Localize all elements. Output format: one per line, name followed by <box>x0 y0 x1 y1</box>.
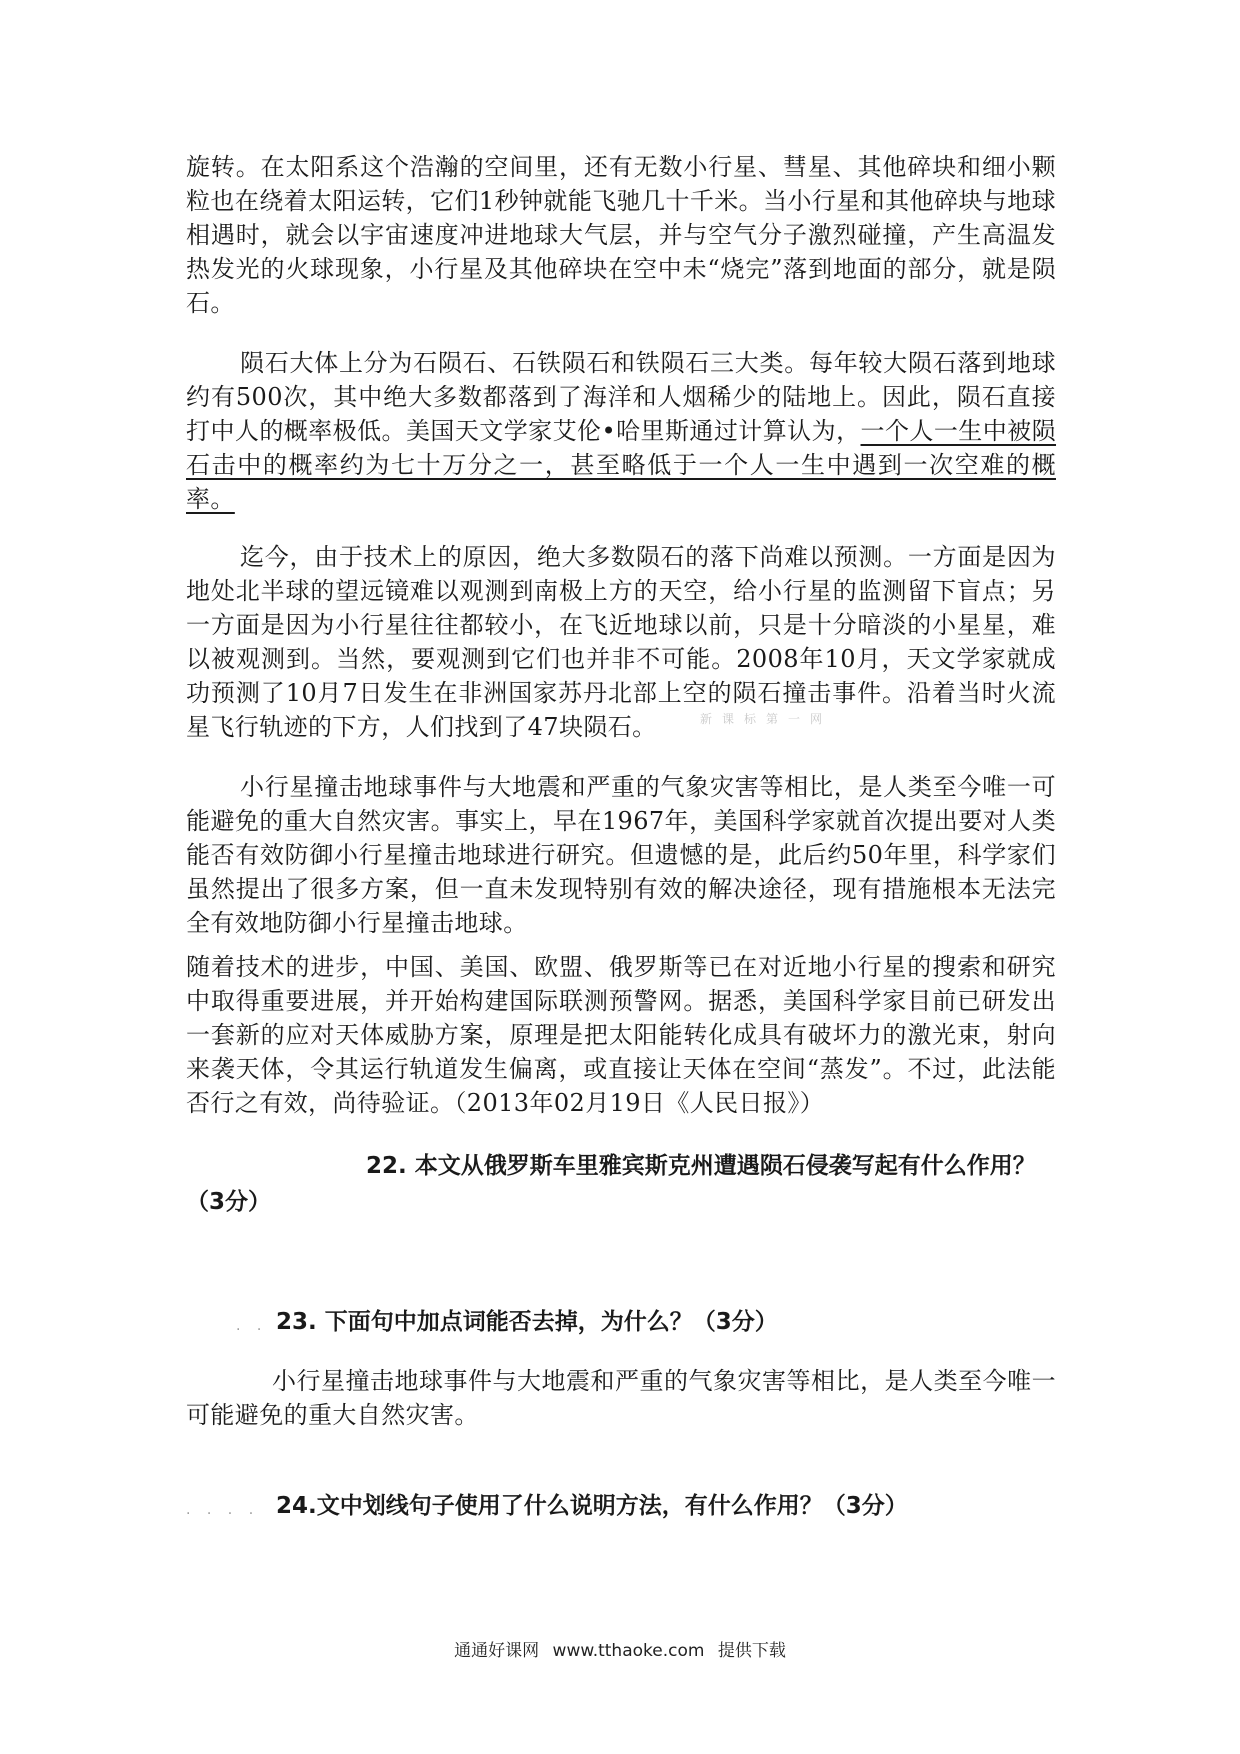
question-text: 本文从俄罗斯车里雅宾斯克州遭遇陨石侵袭写起有什么作用？（3分） <box>186 1153 1036 1215</box>
question-22 <box>186 1148 1056 1220</box>
question-number: 24. <box>276 1493 317 1519</box>
footer-site-name: 通通好课网 <box>454 1641 540 1661</box>
footer <box>0 1636 1240 1661</box>
paragraph-text: 陨石大体上分为石陨石、石铁陨石和铁陨石三大类。每年较大陨石落到地球约有500次，其中绝大多数都落到了海洋和人烟稀少的陆地上。因此，陨石直接打中人的概率极低。美国天文学家艾伦•哈里斯通过计算认为， <box>186 349 1056 445</box>
footer-url[interactable]: www.tthaoke.com <box>552 1641 705 1661</box>
paragraph-natural-disaster: 小行星撞击地球事件与大地震和严重的气象灾害等相比，是人类至今唯一可能避免的重大自然灾害。事实上，早在1967年，美国科学家就首次提出要对人类能否有效防御小行星撞击地球进行研究。但遗憾的是，此后约50年里，科学家们虽然提出了很多方案，但一直未发现特别有效的解决途径，现有措施根本无法完全有效地防御小行星撞击地球。 <box>186 773 1056 937</box>
watermark: 新课标第一网 <box>700 712 833 726</box>
paragraph-meteorite-origin: 旋转。在太阳系这个浩瀚的空间里，还有无数小行星、彗星、其他碎块和细小颗粒也在绕着太阳运转，它们1秒钟就能飞驰几十千米。当小行星和其他碎块与地球相遇时，就会以宇宙速度冲进地球大气层，并与空气分子激烈碰撞，产生高温发热发光的火球现象，小行星及其他碎块在空中未“烧完”落到地面的部分，就是陨石。 <box>186 153 1056 317</box>
question-23-quote: 小行星撞击地球事件与大地震和严重的气象灾害等相比，是人类至今唯一可能避免的重大自然灾害。 <box>186 1367 1056 1429</box>
question-number: 22. <box>366 1153 407 1179</box>
paragraph-meteorite-types <box>186 346 1056 516</box>
scan-dots: . . <box>236 1318 268 1334</box>
question-24 <box>276 1488 1056 1524</box>
question-text: 文中划线句子使用了什么说明方法，有什么作用？（3分） <box>316 1493 908 1519</box>
underlined-sentence: 一个人一生中被陨石击中的概率约为七十万分之一，甚至略低于一个人一生中遇到一次空难的概率。 <box>186 417 1057 513</box>
footer-suffix: 提供下载 <box>717 1641 786 1661</box>
question-23 <box>276 1304 1056 1340</box>
question-text: 下面句中加点词能否去掉，为什么？（3分） <box>324 1309 778 1335</box>
paragraph-defense-progress: 随着技术的进步，中国、美国、欧盟、俄罗斯等已在对近地小行星的搜索和研究中取得重要进展，并开始构建国际联测预警网。据悉，美国科学家目前已研发出一套新的应对天体威胁方案，原理是把太阳能转化成具有破坏力的激光束，射向来袭天体，令其运行轨道发生偏离，或直接让天体在空间“蒸发”。不过，此法能否行之有效，尚待验证。（2013年02月19日《人民日报》） <box>186 953 1056 1117</box>
scan-dots: . . . . <box>186 1502 260 1518</box>
question-number: 23. <box>276 1309 317 1335</box>
paragraph-prediction: 迄今，由于技术上的原因，绝大多数陨石的落下尚难以预测。一方面是因为地处北半球的望远镜难以观测到南极上方的天空，给小行星的监测留下盲点；另一方面是因为小行星往往都较小，在飞近地球以前，只是十分暗淡的小星星，难以被观测到。当然，要观测到它们也并非不可能。2008年10月，天文学家就成功预测了10月7日发生在非洲国家苏丹北部上空的陨石撞击事件。沿着当时火流星飞行轨迹的下方，人们找到了47块陨石。 <box>186 543 1056 741</box>
